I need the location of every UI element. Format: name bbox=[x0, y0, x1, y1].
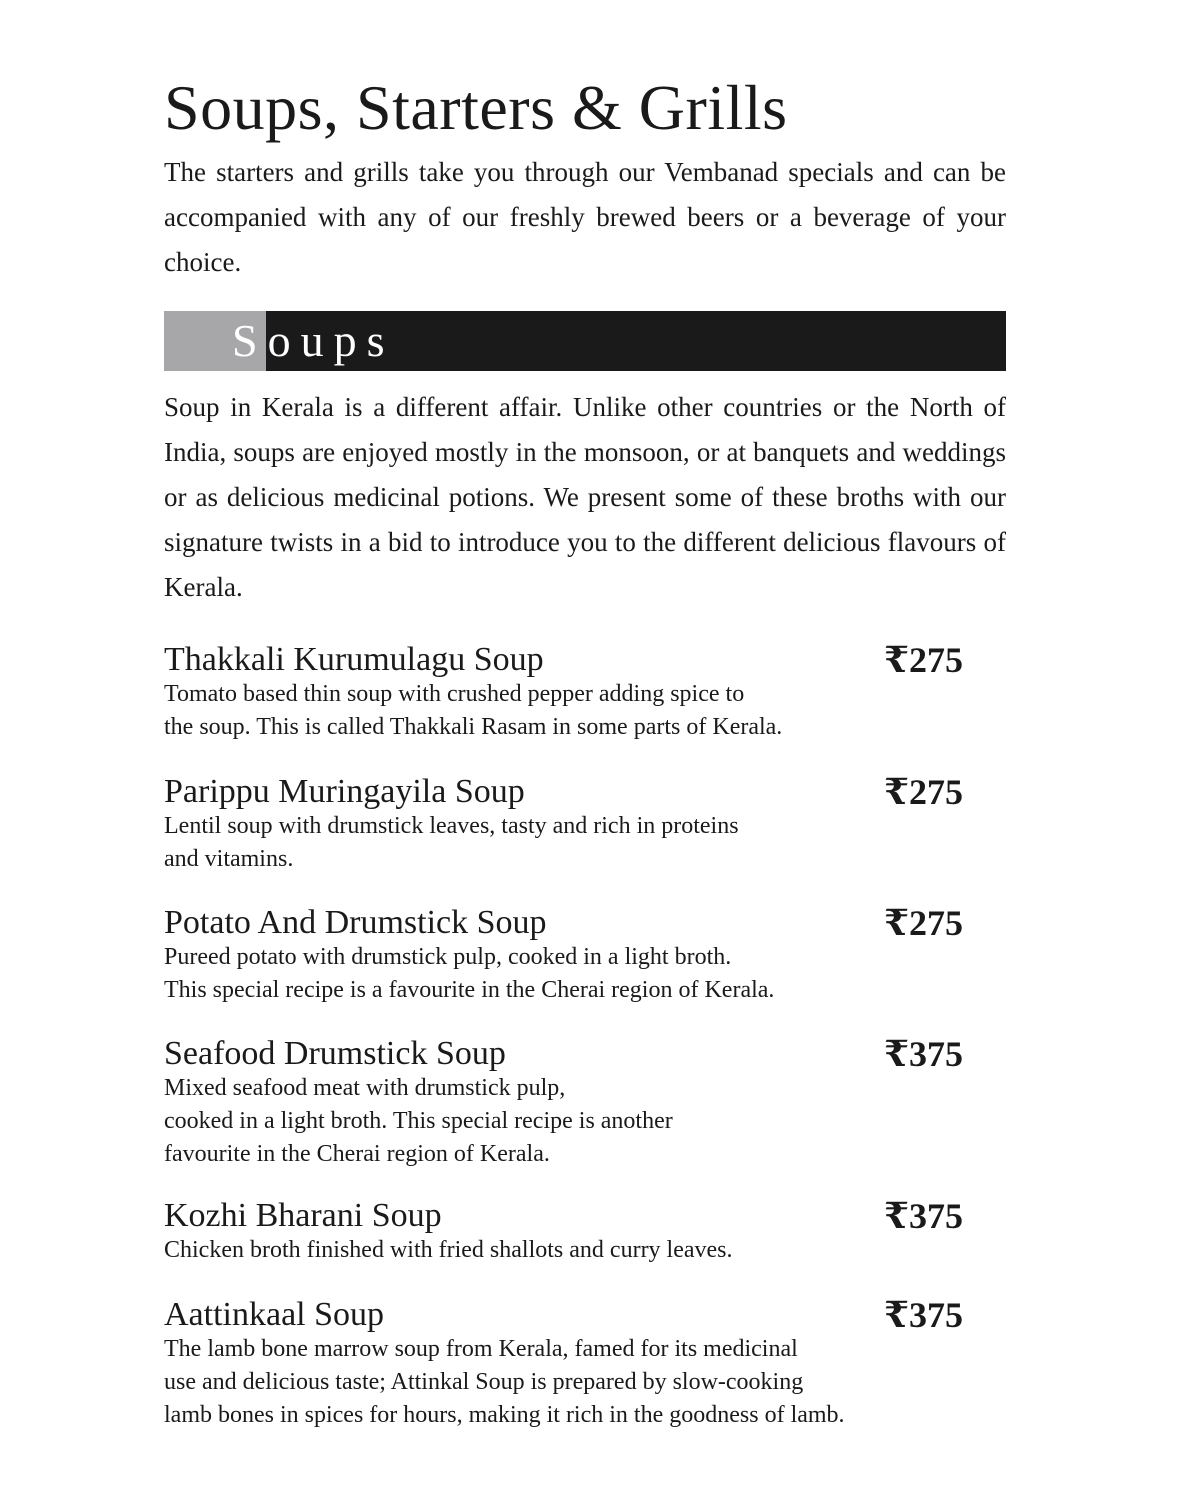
section-title-rest: oups bbox=[267, 315, 395, 366]
menu-item-description: Tomato based thin soup with crushed pepper adding spice to the soup. This is called Thakkali Rasam in some parts of Kerala. bbox=[164, 681, 783, 740]
section-title-first-letter: S bbox=[232, 315, 268, 366]
menu-item-name: Aattinkaal Soup bbox=[164, 1296, 385, 1333]
menu-item-name: Potato And Drumstick Soup bbox=[164, 904, 547, 941]
menu-item-price: ₹375 bbox=[884, 1034, 964, 1074]
menu-item-price: ₹275 bbox=[884, 903, 964, 943]
page-title: Soups, Starters & Grills bbox=[164, 72, 788, 143]
section-header-soups bbox=[164, 311, 1006, 371]
section-title bbox=[232, 311, 395, 371]
section-description: Soup in Kerala is a different affair. Unlike other countries or the North of India, soups are enjoyed mostly in the monsoon, or at banquets and weddings or as delicious medicinal potions. We present some of these broths with our signature twists in a bid to introduce you to the different delicious flavours of Kerala. bbox=[164, 392, 1006, 602]
menu-item-name: Kozhi Bharani Soup bbox=[164, 1197, 442, 1234]
menu-item-name: Thakkali Kurumulagu Soup bbox=[164, 641, 544, 678]
menu-item-description: Mixed seafood meat with drumstick pulp, cooked in a light broth. This special recipe is another favourite in the Cherai region of Kerala. bbox=[164, 1075, 673, 1167]
menu-item-price: ₹375 bbox=[884, 1295, 964, 1335]
page-intro: The starters and grills take you through our Vembanad specials and can be accompanied with any of our freshly brewed beers or a beverage of your choice. bbox=[164, 157, 1006, 277]
menu-item-name: Seafood Drumstick Soup bbox=[164, 1035, 506, 1072]
menu-item-description: Lentil soup with drumstick leaves, tasty and rich in proteins and vitamins. bbox=[164, 813, 739, 872]
menu-item-price: ₹275 bbox=[884, 772, 964, 812]
menu-item-price: ₹275 bbox=[884, 640, 964, 680]
menu-item-description: Pureed potato with drumstick pulp, cooked in a light broth. This special recipe is a favourite in the Cherai region of Kerala. bbox=[164, 944, 775, 1003]
menu-item-price: ₹375 bbox=[884, 1196, 964, 1236]
menu-item-description: The lamb bone marrow soup from Kerala, famed for its medicinal use and delicious taste; Attinkal Soup is prepared by slow-cooking lamb bones in spices for hours, making it rich in the goodness of lamb. bbox=[164, 1336, 845, 1428]
menu-item-description: Chicken broth finished with fried shallots and curry leaves. bbox=[164, 1237, 733, 1263]
menu-item-name: Parippu Muringayila Soup bbox=[164, 773, 525, 810]
